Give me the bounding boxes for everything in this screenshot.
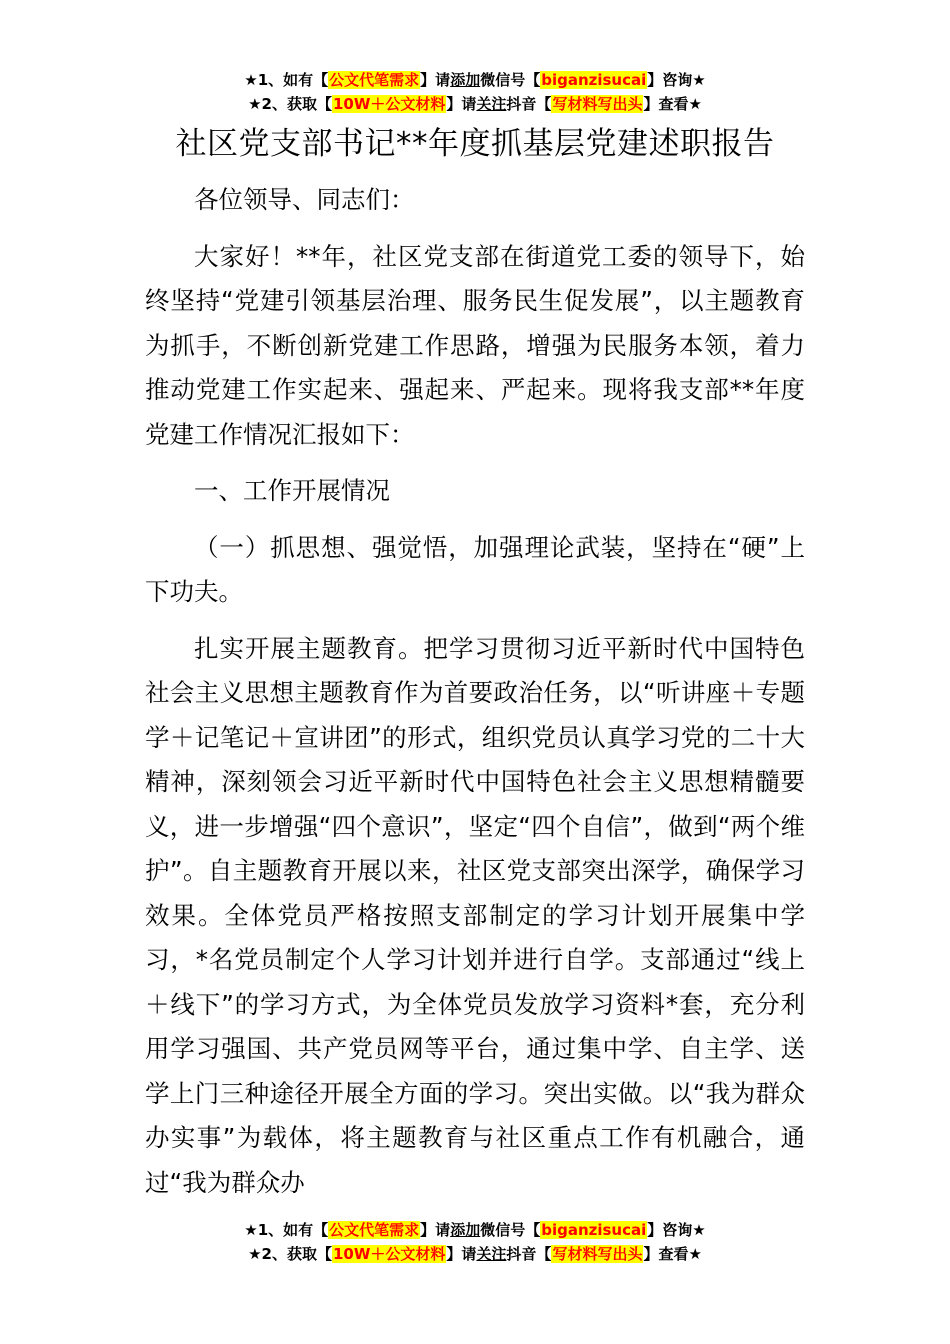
promo-text: 】咨询★ [647,1221,706,1239]
promo-highlight: 写材料写出头 [552,1245,643,1263]
section-heading: 一、工作开展情况 [194,476,390,505]
document-title: 社区党支部书记**年度抓基层党建述职报告 [175,126,775,162]
promo-highlight: 公文代笔需求 [329,71,420,89]
promo-text: ★1、如有【 [244,1221,329,1239]
promo-text: 微信号【 [480,1221,541,1239]
promo-text: 】咨询★ [647,71,706,89]
promo-highlight: 写材料写出头 [552,95,643,113]
promo-line-2 [0,92,950,116]
promo-text: 】查看★ [643,1245,702,1263]
promo-highlight: 10W＋公文材料 [332,1245,446,1263]
promo-line-1 [0,68,950,92]
salutation: 各位领导、同志们： [194,185,415,214]
promo-line-2 [0,1242,950,1266]
subsection-heading: （一）抓思想、强觉悟，加强理论武装，坚持在“硬”上下功夫。 [145,532,805,606]
intro-paragraph: 大家好！**年，社区党支部在街道党工委的领导下，始终坚持“党建引领基层治理、服务民生促发展”，以主题教育为抓手，不断创新党建工作思路，增强为民服务本领，着力推动党建工作实起来、强起来、严起来。现将我支部**年度党建工作情况汇报如下： [145,241,805,449]
top-promo-banner [0,68,950,116]
promo-underlined: 关注 [476,1245,507,1263]
promo-highlight: 10W＋公文材料 [332,95,446,113]
body-paragraph: 扎实开展主题教育。把学习贯彻习近平新时代中国特色社会主义思想主题教育作为首要政治任务，以“听讲座＋专题学＋记笔记＋宣讲团”的形式，组织党员认真学习党的二十大精神，深刻领会习近平新时代中国特色社会主义思想精髓要义，进一步增强“四个意识”，坚定“四个自信”，做到“两个维护”。自主题教育开展以来，社区党支部突出深学，确保学习效果。全体党员严格按照支部制定的学习计划开展集中学习，*名党员制定个人学习计划并进行自学。支部通过“线上＋线下”的学习方式，为全体党员发放学习资料*套，充分利用学习强国、共产党员网等平台，通过集中学、自主学、送学上门三种途径开展全方面的学习。突出实做。以“我为群众办实事”为载体，将主题教育与社区重点工作有机融合，通过“我为群众办 [145,633,805,1197]
bottom-promo-banner [0,1218,950,1266]
promo-text: 】请 [446,1245,477,1263]
promo-text: ★2、获取【 [248,1245,332,1263]
promo-text: 抖音【 [506,95,552,113]
promo-underlined: 关注 [476,95,507,113]
promo-highlight: biganzisucai [541,71,647,89]
promo-text: 】请 [420,71,451,89]
promo-underlined: 添加 [450,1221,481,1239]
promo-underlined: 添加 [450,71,481,89]
promo-text: 】查看★ [643,95,702,113]
promo-text: 微信号【 [480,71,541,89]
promo-text: 抖音【 [506,1245,552,1263]
promo-text: 】请 [446,95,477,113]
promo-highlight: 公文代笔需求 [329,1221,420,1239]
promo-text: 】请 [420,1221,451,1239]
promo-text: ★1、如有【 [244,71,329,89]
promo-line-1 [0,1218,950,1242]
promo-text: ★2、获取【 [248,95,332,113]
promo-highlight: biganzisucai [541,1221,647,1239]
document-body [145,178,805,1205]
